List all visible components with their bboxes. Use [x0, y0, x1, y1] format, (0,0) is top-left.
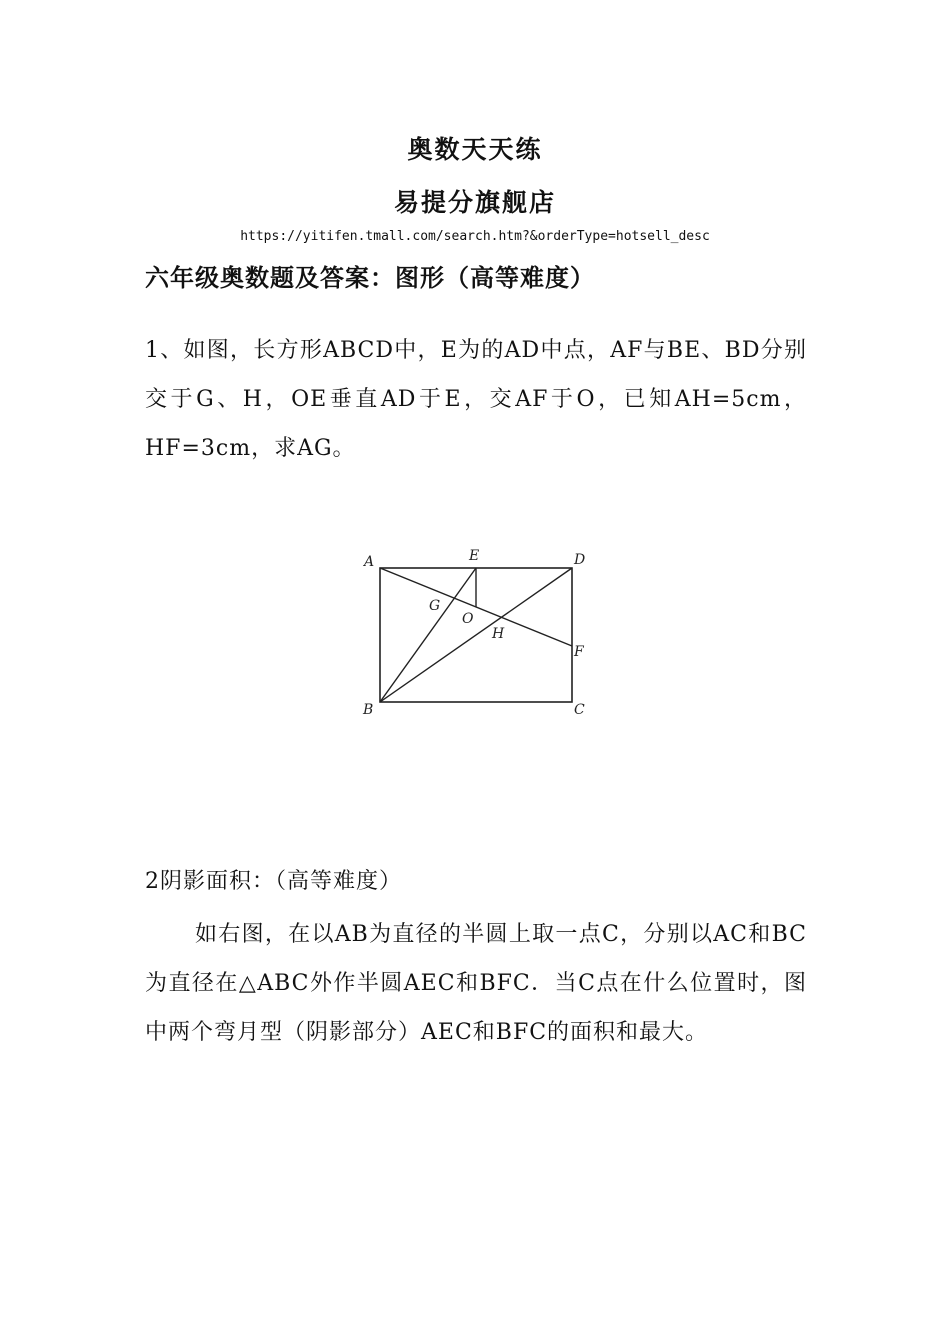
- label-c: C: [574, 702, 585, 718]
- label-g: G: [429, 598, 441, 614]
- problem-2-text: 如右图，在以AB为直径的半圆上取一点C，分别以AC和BC为直径在△ABC外作半圆AEC和BFC．当C点在什么位置时，图中两个弯月型（阴影部分）AEC和BFC的面积和最大。: [145, 922, 807, 1045]
- label-e: E: [469, 548, 480, 564]
- label-a: A: [364, 554, 375, 570]
- document-title: 奥数天天练: [407, 135, 543, 164]
- problem-1-text: 1、如图，长方形ABCD中，E为的AD中点，AF与BE、BD分别交于G、H，OE垂直AD于E，交AF于O，已知AH=5cm，HF=3cm，求AG。: [145, 338, 807, 461]
- section-heading: 六年级奥数题及答案：图形（高等难度）: [145, 264, 595, 292]
- label-f: F: [574, 644, 584, 660]
- label-d: D: [574, 552, 586, 568]
- geometry-diagram: [345, 540, 605, 725]
- label-b: B: [363, 702, 374, 718]
- shop-url[interactable]: https://yitifen.tmall.com/search.htm?&orderType=hotsell_desc: [240, 229, 710, 244]
- rectangle-figure: [345, 540, 605, 725]
- label-o: O: [462, 611, 474, 627]
- shop-name: 易提分旗舰店: [393, 188, 556, 217]
- label-h: H: [492, 626, 505, 642]
- problem-2-title: 2阴影面积：（高等难度）: [145, 869, 402, 894]
